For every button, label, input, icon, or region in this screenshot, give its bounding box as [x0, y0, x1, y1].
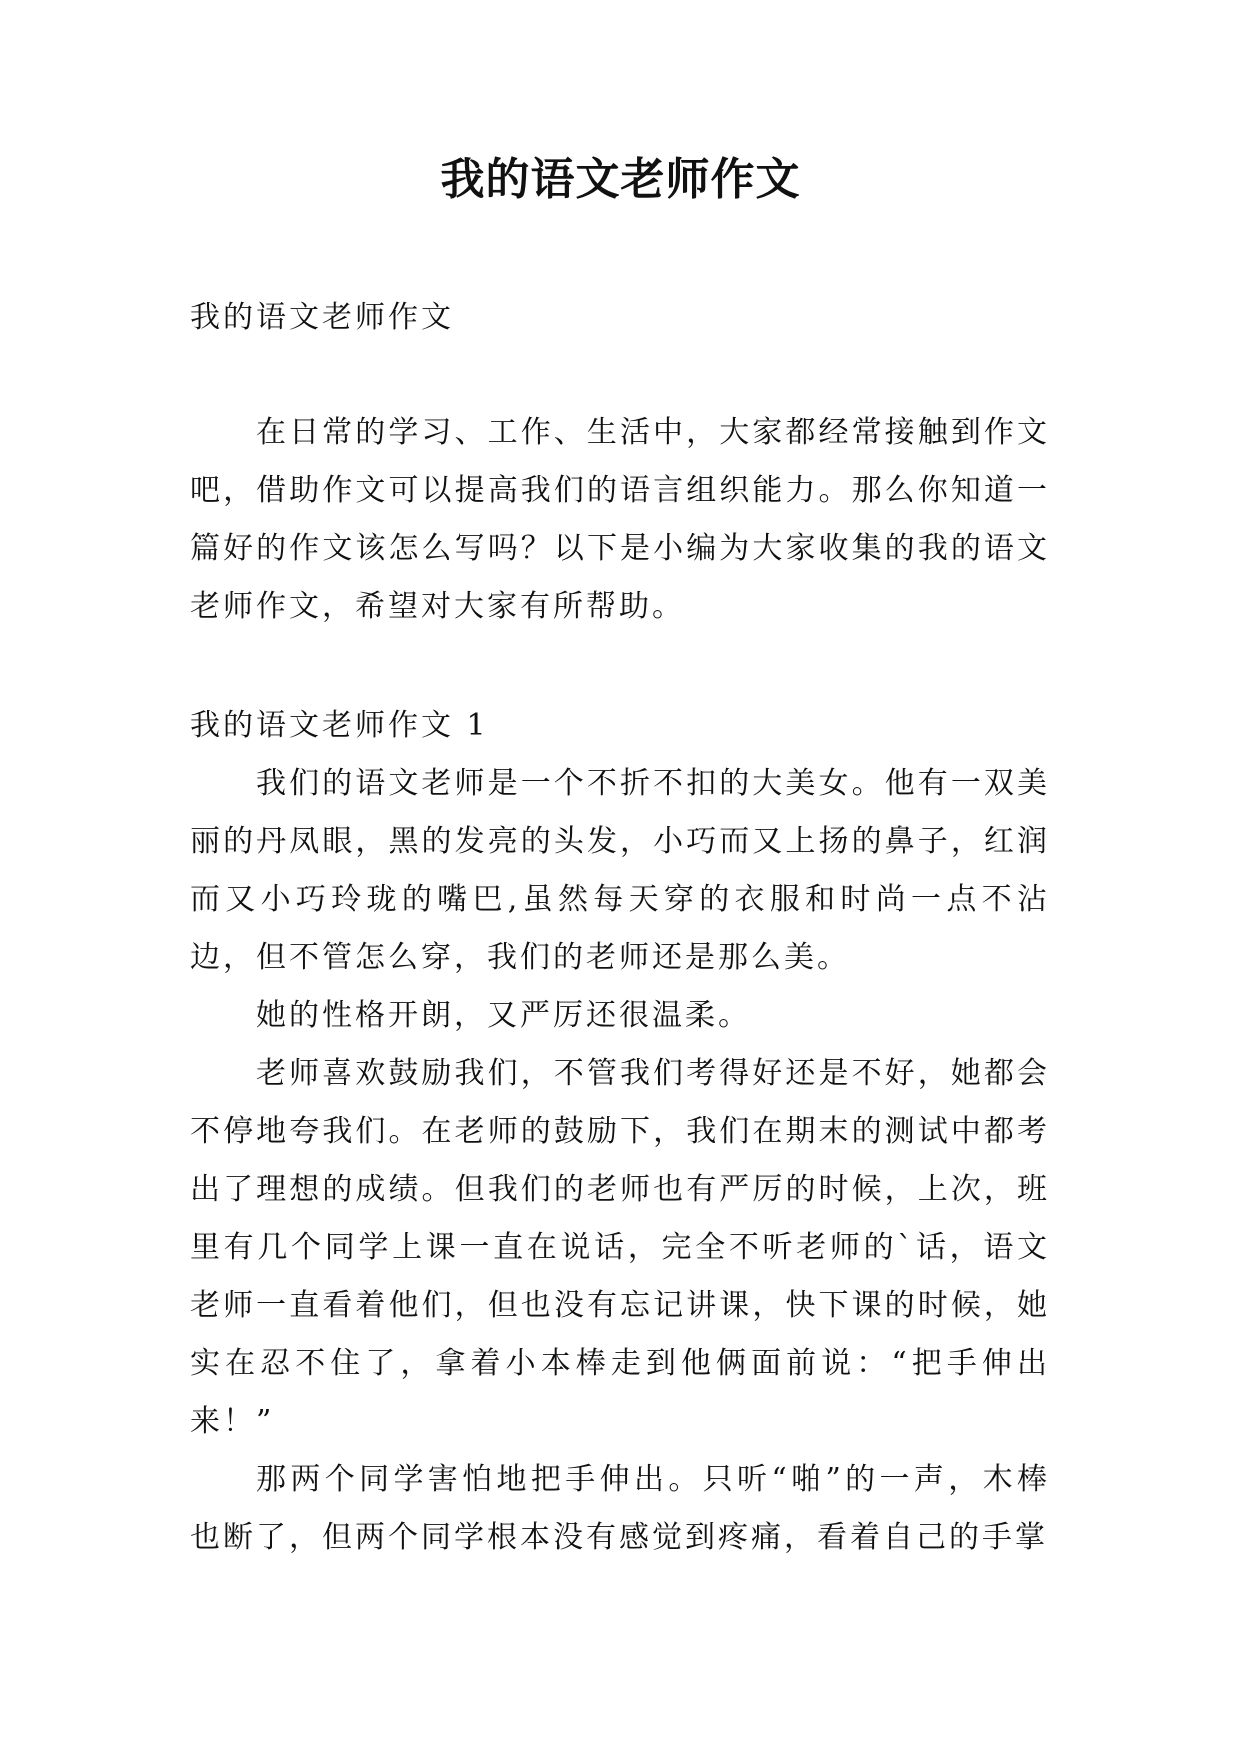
section-heading: 我的语文老师作文 1 [190, 708, 489, 743]
intro-paragraph-container [190, 404, 1050, 636]
essay-paragraph-1: 我们的语文老师是一个不折不扣的大美女。他有一双美丽的丹凤眼，黑的发亮的头发，小巧而又上扬的鼻子，红润而又小巧玲珑的嘴巴,虽然每天穿的衣服和时尚一点不沾边，但不管怎么穿，我们的老师还是那么美。 [190, 766, 1050, 975]
intro-paragraph: 在日常的学习、工作、生活中，大家都经常接触到作文吧，借助作文可以提高我们的语言组织能力。那么你知道一篇好的作文该怎么写吗？以下是小编为大家收集的我的语文老师作文，希望对大家有所帮助。 [190, 415, 1050, 624]
essay-paragraph-4: 那两个同学害怕地把手伸出。只听“啪”的一声，木棒也断了，但两个同学根本没有感觉到疼痛，看着自己的手掌 [190, 1462, 1050, 1555]
document-subtitle: 我的语文老师作文 [190, 300, 454, 335]
essay-paragraph-2: 她的性格开朗，又严厉还很温柔。 [256, 998, 751, 1033]
document-title: 我的语文老师作文 [440, 154, 801, 205]
essay-section [190, 697, 1050, 1567]
essay-paragraph-3: 老师喜欢鼓励我们，不管我们考得好还是不好，她都会不停地夸我们。在老师的鼓励下，我们在期末的测试中都考出了理想的成绩。但我们的老师也有严厉的时候，上次，班里有几个同学上课一直在说话，完全不听老师的`话，语文老师一直看着他们，但也没有忘记讲课，快下课的时候，她实在忍不住了，拿着小本棒走到他俩面前说：“把手伸出来！” [190, 1056, 1050, 1439]
